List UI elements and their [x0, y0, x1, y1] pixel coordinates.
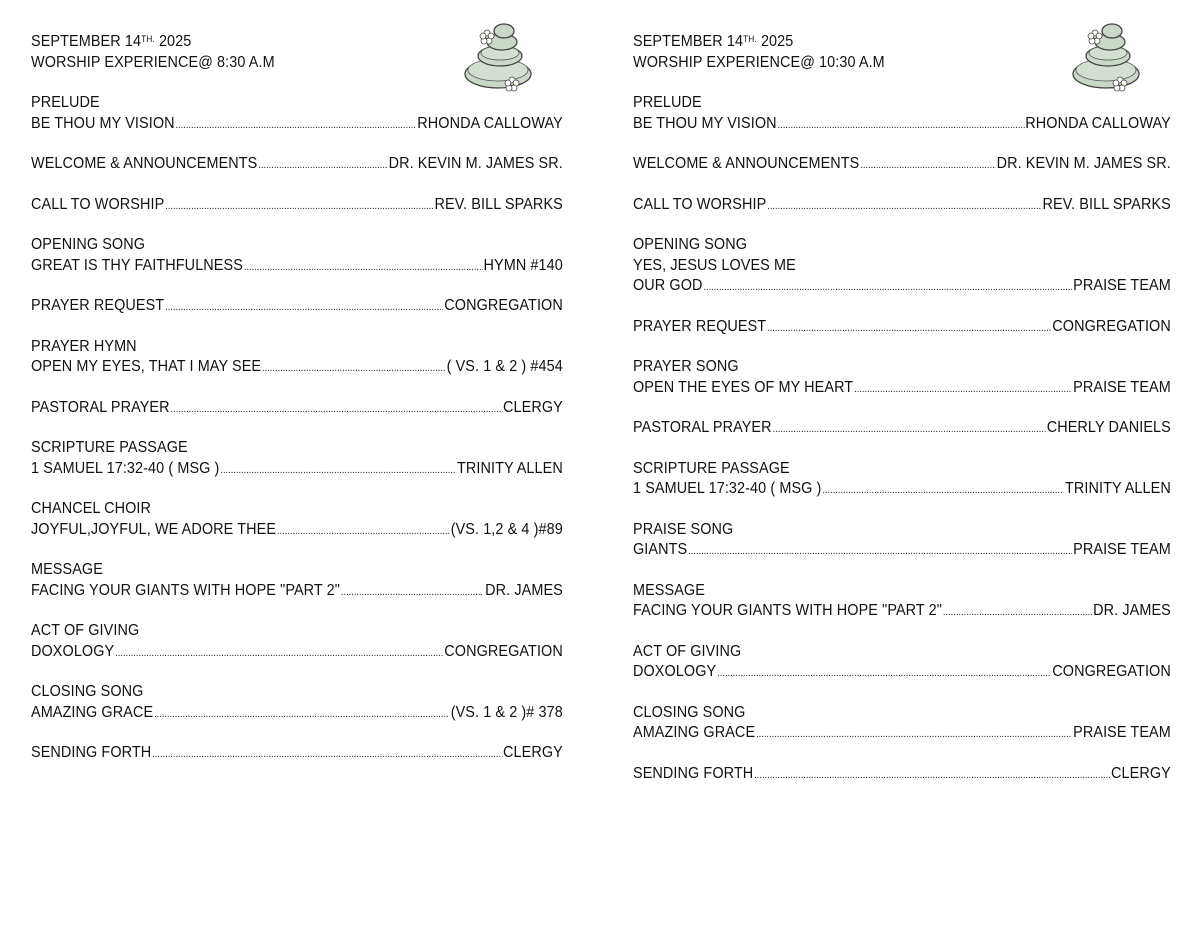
- dot-leader: [152, 745, 502, 766]
- program-item: 1 SAMUEL 17:32-40 ( MSG ): [31, 459, 220, 477]
- section-item: YES, JESUS LOVES ME: [633, 256, 796, 274]
- program-item: BE THOU MY VISION: [31, 114, 175, 132]
- section-label: SCRIPTURE PASSAGE: [31, 439, 188, 456]
- program-item: OPEN MY EYES, THAT I MAY SEE: [31, 358, 262, 375]
- program-section: [633, 520, 1171, 561]
- dot-leader: [767, 319, 1051, 340]
- program-leader: PRAISE TEAM: [1073, 724, 1171, 741]
- order-of-worship: [633, 93, 1171, 784]
- dot-leader: [854, 380, 1072, 401]
- program-section: [31, 296, 563, 317]
- program-section: [633, 93, 1171, 134]
- program-row: [633, 418, 1171, 439]
- dot-leader: [688, 542, 1072, 563]
- program-item: DOXOLOGY: [31, 642, 115, 660]
- program-section: [633, 764, 1171, 785]
- program-leader: CONGREGATION: [1052, 663, 1171, 680]
- program-leader: PRAISE TEAM: [1073, 378, 1171, 396]
- program-section: [31, 235, 563, 276]
- section-label: OPENING SONG: [633, 236, 748, 253]
- program-section: [31, 499, 563, 540]
- dot-leader: [244, 258, 483, 279]
- program-row: [31, 581, 563, 602]
- program-row: [31, 398, 563, 419]
- section-label: PRAYER SONG: [633, 358, 739, 375]
- program-item: FACING YOUR GIANTS WITH HOPE "PART 2": [31, 581, 340, 599]
- dot-leader: [860, 156, 995, 177]
- program-row: [31, 520, 563, 541]
- program-item: JOYFUL,JOYFUL, WE ADORE THEE: [31, 520, 277, 538]
- program-row: [633, 195, 1171, 216]
- program-section: [633, 418, 1171, 439]
- program-row: [633, 662, 1171, 683]
- section-label: CLOSING SONG: [31, 683, 144, 700]
- program-row: [633, 723, 1171, 744]
- program-leader: CLERGY: [503, 744, 563, 761]
- dot-leader: [154, 705, 450, 726]
- program-leader: HYMN #140: [483, 256, 563, 274]
- program-section: [633, 703, 1171, 744]
- program-row: [633, 378, 1171, 399]
- program-leader: TRINITY ALLEN: [456, 459, 563, 477]
- dot-leader: [717, 664, 1051, 685]
- program-item: WELCOME & ANNOUNCEMENTS: [633, 155, 860, 172]
- program-item: SENDING FORTH: [633, 764, 754, 782]
- dot-leader: [176, 116, 417, 137]
- program-item: GREAT IS THY FAITHFULNESS: [31, 256, 243, 274]
- section-label: OPENING SONG: [31, 236, 146, 253]
- program-leader: (VS. 1 & 2 )# 378: [450, 703, 563, 721]
- dot-leader: [277, 522, 450, 543]
- program-section: [633, 357, 1171, 398]
- program-leader: CLERGY: [503, 398, 563, 416]
- program-section: [633, 459, 1171, 500]
- program-item: CALL TO WORSHIP: [31, 195, 165, 213]
- program-leader: CONGREGATION: [1052, 317, 1171, 335]
- section-label: ACT OF GIVING: [633, 642, 742, 660]
- section-label: CLOSING SONG: [633, 703, 746, 721]
- dot-leader: [171, 400, 503, 421]
- order-of-worship: [31, 93, 563, 764]
- service-time: WORSHIP EXPERIENCE@ 8:30 A.M: [31, 53, 275, 71]
- program-item: OUR GOD: [633, 277, 703, 294]
- service-date: SEPTEMBER $14^{TH.}$ 2025: [633, 33, 794, 50]
- dot-leader: [754, 766, 1110, 787]
- program-leader: REV. BILL SPARKS: [1042, 195, 1171, 213]
- program-section: [31, 743, 563, 764]
- program-row: [31, 256, 563, 277]
- program-section: [31, 337, 563, 378]
- dot-leader: [767, 197, 1041, 218]
- program-leader: RHONDA CALLOWAY: [417, 114, 563, 132]
- program-section: [31, 93, 563, 134]
- program-section: [31, 682, 563, 723]
- dot-leader: [220, 461, 456, 482]
- program-leader: CONGREGATION: [444, 297, 563, 314]
- program-leader: CHERLY DANIELS: [1046, 419, 1171, 436]
- program-section: [633, 581, 1171, 622]
- program-item: DOXOLOGY: [633, 663, 717, 680]
- program-row: [31, 195, 563, 216]
- program-section: [31, 621, 563, 662]
- program-row: [633, 601, 1171, 622]
- program-item: GIANTS: [633, 541, 688, 558]
- program-header: [633, 32, 1171, 73]
- program-item: SENDING FORTH: [31, 744, 152, 761]
- program-row: [633, 154, 1171, 175]
- section-label: MESSAGE: [31, 561, 103, 578]
- program-section: [633, 317, 1171, 338]
- program-item: AMAZING GRACE: [633, 724, 756, 741]
- program-row: [31, 743, 563, 764]
- program-leader: RHONDA CALLOWAY: [1025, 114, 1171, 132]
- dot-leader: [165, 197, 433, 218]
- program-section: [31, 154, 563, 175]
- dot-leader: [262, 359, 446, 380]
- dot-leader: [258, 156, 387, 177]
- program-leader: DR. KEVIN M. JAMES SR.: [388, 155, 563, 172]
- program-row: [633, 479, 1171, 500]
- program-leader: CLERGY: [1111, 764, 1171, 782]
- program-row: [31, 357, 563, 378]
- program-item: CALL TO WORSHIP: [633, 195, 767, 213]
- dot-leader: [778, 116, 1025, 137]
- program-item: OPEN THE EYES OF MY HEART: [633, 378, 854, 396]
- program-830: [31, 32, 563, 784]
- dot-leader: [773, 420, 1046, 441]
- dot-leader: [341, 583, 484, 604]
- section-label: SCRIPTURE PASSAGE: [633, 459, 790, 477]
- program-leader: TRINITY ALLEN: [1064, 480, 1171, 497]
- section-label: CHANCEL CHOIR: [31, 500, 152, 517]
- program-item: PRAYER REQUEST: [633, 317, 767, 335]
- section-label: MESSAGE: [633, 581, 705, 599]
- program-section: [633, 235, 1171, 297]
- program-leader: REV. BILL SPARKS: [434, 195, 563, 213]
- dot-leader: [822, 481, 1064, 502]
- program-section: [31, 560, 563, 601]
- program-row: [633, 764, 1171, 785]
- program-leader: DR. JAMES: [1093, 602, 1171, 619]
- program-item: FACING YOUR GIANTS WITH HOPE "PART 2": [633, 602, 942, 619]
- service-date: SEPTEMBER $14^{TH.}$ 2025: [31, 33, 192, 50]
- program-item: AMAZING GRACE: [31, 703, 154, 721]
- program-leader: PRAISE TEAM: [1073, 277, 1171, 294]
- section-label: PRAISE SONG: [633, 520, 734, 538]
- program-section: [633, 195, 1171, 216]
- program-leader: (VS. 1,2 & 4 )#89: [450, 520, 563, 538]
- dot-leader: [756, 725, 1072, 746]
- program-leader: DR. KEVIN M. JAMES SR.: [996, 155, 1171, 172]
- dot-leader: [703, 278, 1072, 299]
- program-section: [633, 154, 1171, 175]
- program-section: [31, 195, 563, 216]
- dot-leader: [943, 603, 1092, 624]
- program-row: [633, 114, 1171, 135]
- program-1030: [633, 32, 1171, 804]
- section-label: ACT OF GIVING: [31, 622, 140, 639]
- dot-leader: [115, 644, 443, 665]
- program-item: PASTORAL PRAYER: [633, 419, 772, 436]
- program-row: [633, 276, 1171, 297]
- service-time: WORSHIP EXPERIENCE@ 10:30 A.M: [633, 53, 885, 71]
- program-item: PRAYER REQUEST: [31, 297, 165, 314]
- program-leader: ( VS. 1 & 2 ) #454: [446, 358, 563, 375]
- program-header: [31, 32, 563, 73]
- program-row: [633, 540, 1171, 561]
- program-row: [31, 703, 563, 724]
- program-item: 1 SAMUEL 17:32-40 ( MSG ): [633, 480, 822, 497]
- program-section: [31, 398, 563, 419]
- program-row: [31, 154, 563, 175]
- program-row: [633, 317, 1171, 338]
- dot-leader: [165, 298, 443, 319]
- program-section: [31, 438, 563, 479]
- section-label: PRELUDE: [633, 94, 702, 111]
- program-leader: CONGREGATION: [444, 642, 563, 660]
- program-leader: DR. JAMES: [485, 581, 563, 599]
- program-item: PASTORAL PRAYER: [31, 398, 170, 416]
- program-row: [31, 642, 563, 663]
- section-label: PRAYER HYMN: [31, 337, 137, 355]
- program-leader: PRAISE TEAM: [1073, 541, 1171, 558]
- section-label: PRELUDE: [31, 94, 100, 111]
- program-section: [633, 642, 1171, 683]
- program-item: BE THOU MY VISION: [633, 114, 777, 132]
- program-row: [31, 296, 563, 317]
- program-row: [31, 459, 563, 480]
- program-item: WELCOME & ANNOUNCEMENTS: [31, 155, 258, 172]
- program-row: [31, 114, 563, 135]
